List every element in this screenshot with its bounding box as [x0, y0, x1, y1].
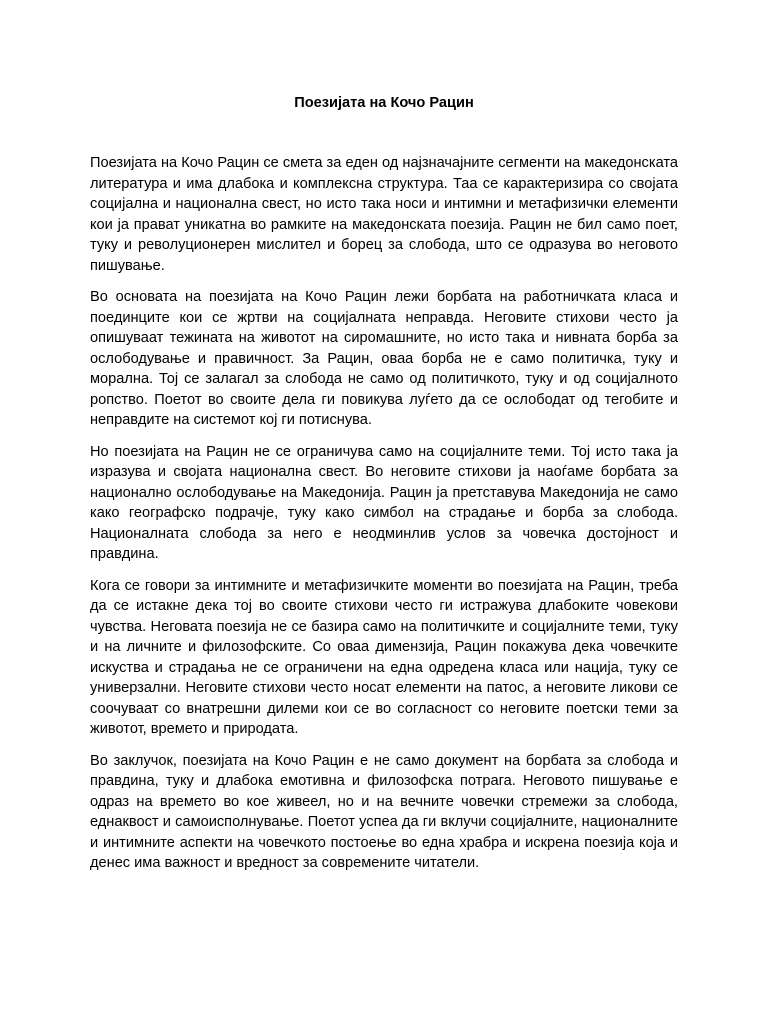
paragraph-4: Кога се говори за интимните и метафизичките моменти во поезијата на Рацин, треба да се истакне дека тој во своите стихови често ги истражува длабоките човекови чувства. Неговата поезија не се базира само на политичките и социјалните теми, туку и на личните и филозофските. Со оваа димензија, Рацин покажува дека човечките искуства и страдања не се ограничени на една одредена класа или нација, туку се универзални. Неговите стихови често носат елементи на патос, а неговите ликови се соочуваат со внатрешни дилеми кои се во согласност со неговите поетски теми за животот, времето и природата.: [90, 577, 678, 737]
paragraph-2: Во основата на поезијата на Кочо Рацин лежи борбата на работничката класа и поединците кои се жртви на социјалната неправда. Неговите стихови често ја опишуваат тежината на животот на сиромашните, но исто така и нивната борба за ослободување и правичност. За Рацин, оваа борба не е само политичка, туку и морална. Тој се залагал за слобода не само од политичкото, туку и од социјалното ропство. Поетот во своите дела ги повикува луѓето да се ослободат од тегобите и неправдите на системот кој ги потиснува.: [90, 289, 678, 428]
document-body: [90, 153, 678, 885]
paragraph-5: Во заклучок, поезијата на Кочо Рацин е не само документ на борбата за слобода и правдина, туку и длабока емотивна и филозофска потрага. Неговото пишување е одраз на времето во кое живеел, но и на вечните човечки стремежи за слобода, еднаквост и самоисполнување. Поетот успеа да ги вклучи социјалните, националните и интимните аспекти на човечкото постоење во една храбра и искрена поезија која и денес има важност и вредност за современите читатели.: [90, 752, 678, 871]
document-title: Поезијата на Кочо Рацин: [294, 95, 474, 111]
paragraph-1: Поезијата на Кочо Рацин се смета за еден од најзначајните сегменти на македонската литература и има длабока и комплексна структура. Таа се карактеризира со својата социјална и национална свест, но исто така носи и интимни и метафизички елементи кои ја прават уникатна во рамките на македонската поезија. Рацин не бил само поет, туку и револуционерен мислител и борец за слобода, што се одразува во неговото пишување.: [90, 155, 678, 274]
paragraph-3: Но поезијата на Рацин не се ограничува само на социјалните теми. Тој исто така ја изразува и својата национална свест. Во неговите стихови ја наоѓаме борбата за национално ослободување на Македонија. Рацин ја претставува Македонија не само како географско подрачје, туку како симбол на страдање и борба за слобода. Националната слобода за него е неодминлив услов за човечка достојност и правдина.: [90, 443, 678, 562]
